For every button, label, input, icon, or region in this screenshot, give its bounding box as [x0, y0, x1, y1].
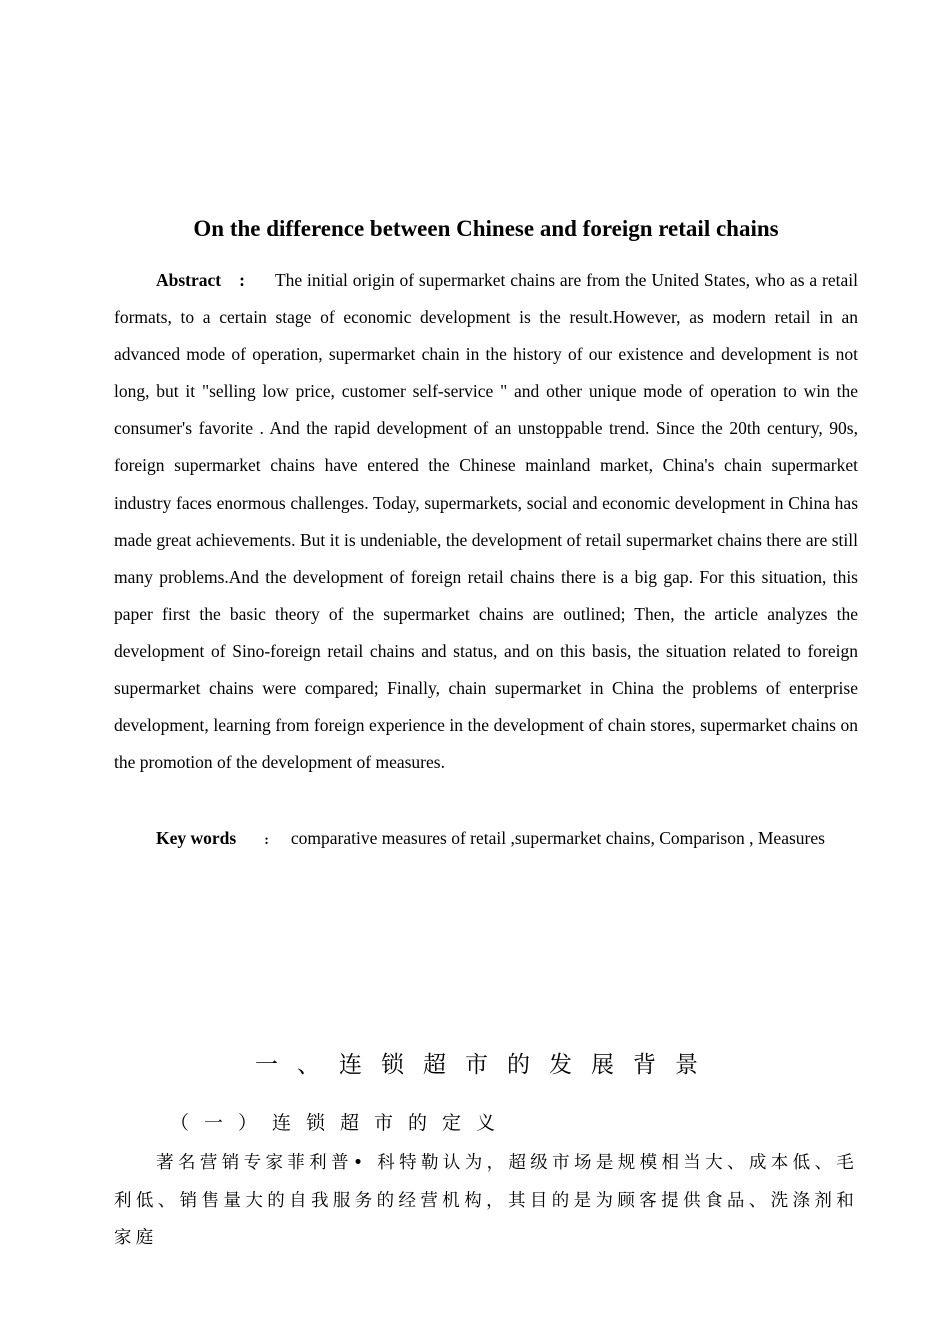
abstract-paragraph	[114, 262, 858, 781]
keywords-label: Key words	[156, 828, 237, 848]
keywords-paragraph	[114, 820, 858, 859]
paper-title: On the difference between Chinese and foreign retail chains	[193, 216, 779, 241]
body-paragraph-text: 著名营销专家菲利普• 科特勒认为，超级市场是规模相当大、成本低、毛利低、销售量大的自我服务的经营机构，其目的是为顾客提供食品、洗涤剂和家庭	[114, 1153, 858, 1248]
subsection-heading: （一）连锁超市的定义	[170, 1112, 511, 1134]
keywords-colon: :	[264, 833, 269, 848]
abstract-label: Abstract	[156, 270, 222, 290]
abstract-colon: :	[239, 270, 245, 290]
keywords-text: comparative measures of retail ,supermarket chains, Comparison , Measures	[290, 828, 825, 848]
section-heading: 一、连锁超市的发展背景	[255, 1052, 717, 1078]
body-paragraph	[114, 1145, 858, 1258]
abstract-text: The initial origin of supermarket chains are from the United States, who as a retail formats, to a certain stage of economic development is the result.However, as modern retail in an advanced mode of operation, supermarket chain in the history of our existence and development is not long, but it "selling low price, customer self-service " and other unique mode of operation to win the consumer's favorite . And the rapid development of an unstoppable trend. Since the 20th century, 90s, foreign supermarket chains have entered the Chinese mainland market, China's chain supermarket industry faces enormous challenges. Today, supermarkets, social and economic development in China has made great achievements. But it is undeniable, the development of retail supermarket chains there are still many problems.And the development of foreign retail chains there is a big gap. For this situation, this paper first the basic theory of the supermarket chains are outlined; Then, the article analyzes the development of Sino-foreign retail chains and status, and on this basis, the situation related to foreign supermarket chains were compared; Finally, chain supermarket in China the problems of enterprise development, learning from foreign experience in the development of chain stores, supermarket chains on the promotion of the development of measures.	[114, 270, 858, 773]
